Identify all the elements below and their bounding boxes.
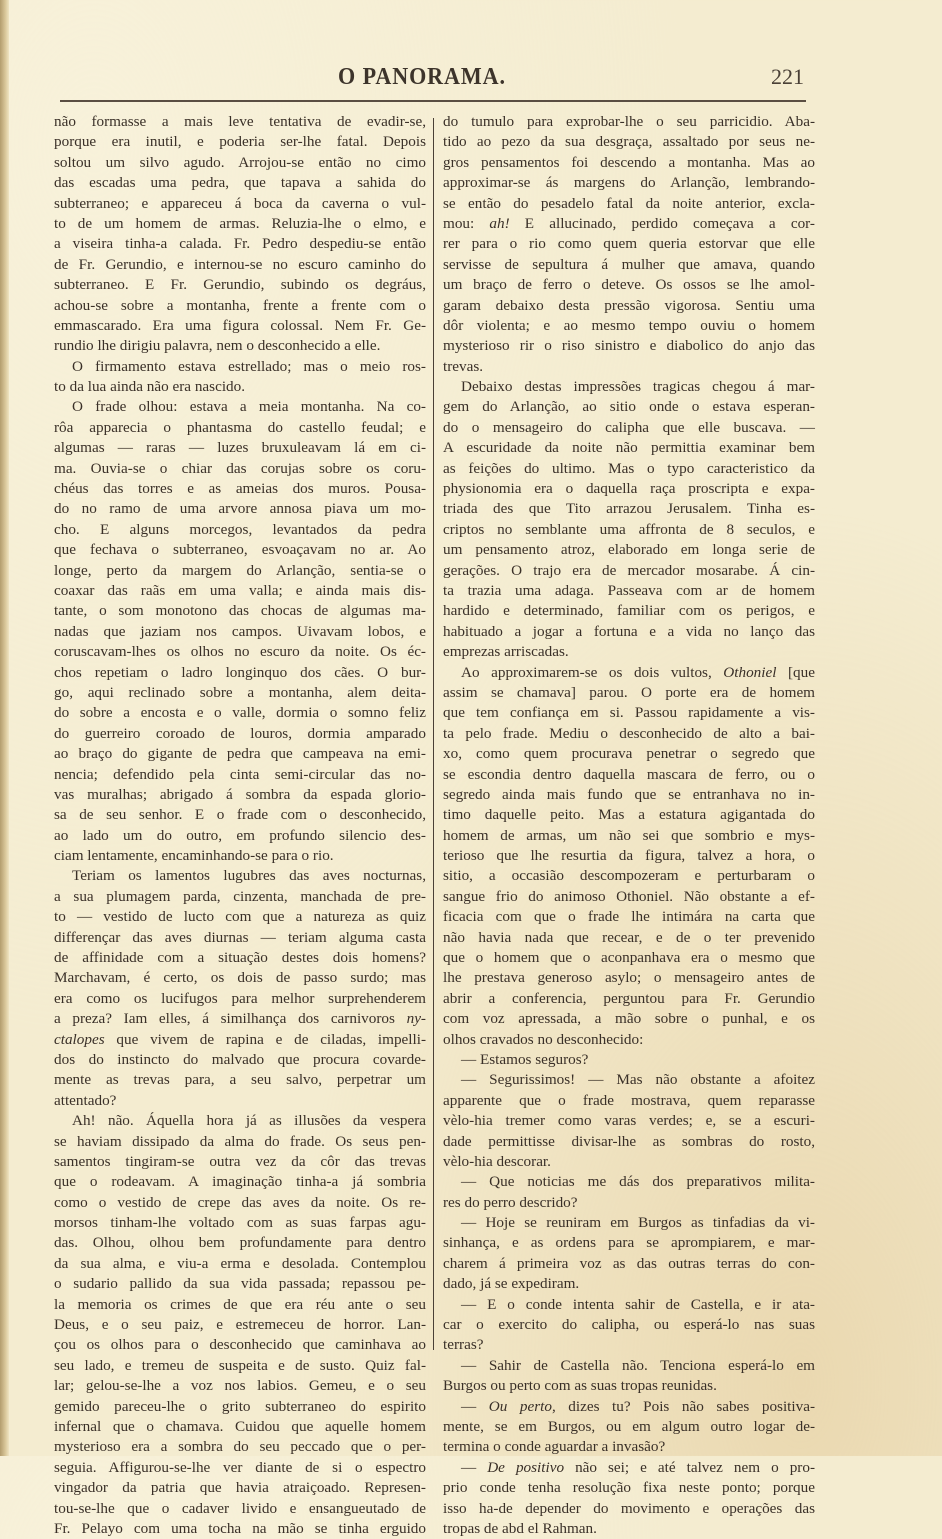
text-line <box>443 194 815 214</box>
text-line <box>54 805 426 825</box>
text-line <box>54 1193 426 1213</box>
line-text: timo daquelle peito. Mas a estatura agigantada do <box>443 806 815 824</box>
line-text: — <box>461 1458 488 1476</box>
text-line <box>54 663 426 683</box>
text-line <box>54 1274 426 1294</box>
text-line <box>443 275 815 295</box>
line-text: habituado a jogar a fortuna e a vida no lanço das <box>443 622 815 640</box>
line-text: se então do pesadelo fatal da noite anterior, excla- <box>443 194 815 212</box>
text-line <box>54 581 426 601</box>
text-line <box>54 765 426 785</box>
text-line <box>54 1213 426 1233</box>
line-text: do tumulo para exprobar-lhe o seu parricidio. Aba- <box>443 113 815 130</box>
line-text: do no ramo de uma arvore annosa piava um mo- <box>54 500 426 518</box>
text-line <box>54 438 426 458</box>
line-text: to da lua ainda não era nascido. <box>54 378 246 396</box>
text-line <box>54 357 426 377</box>
text-line <box>54 1397 426 1417</box>
line-text: Ao approximarem-se os dois vultos, <box>461 663 724 681</box>
text-line <box>443 1030 815 1050</box>
italic-text: Othoniel <box>723 663 777 681</box>
line-text: rundio lhe dirigiu palavra, nem o desconhecido a elle. <box>54 337 381 355</box>
line-text: sa de seu senhor. E o frade com o desconhecido, <box>54 806 426 824</box>
line-text: — Que noticias me dás dos preparativos milita- <box>461 1173 815 1191</box>
text-line <box>54 785 426 805</box>
line-text: Deus, e o seu paiz, e estremeceu de horror. Lan- <box>54 1316 426 1334</box>
text-line <box>54 1376 426 1396</box>
line-text: emprezas arriscadas. <box>443 643 569 661</box>
line-text: a sua plumagem parda, cinzenta, manchada de pre- <box>54 887 426 905</box>
text-line <box>54 744 426 764</box>
line-text: que o rodeavam. A imaginação tinha-a já sombria <box>54 1173 426 1191</box>
text-line <box>443 540 815 560</box>
line-text: não havia nada que recear, e de o ter prevenido <box>443 928 815 946</box>
line-text: não sei; e até talvez nem o pro- <box>564 1458 815 1476</box>
text-line <box>443 663 815 683</box>
line-text: ta pelo frade. Mediu o desconhecido de alto a bai- <box>443 724 815 742</box>
line-text: seu lado, e tremeu de suspeita e de susto. Quiz fal- <box>54 1356 426 1374</box>
line-text: [que <box>776 663 815 681</box>
text-line <box>54 989 426 1009</box>
line-text: seguia. Affigurou-se-lhe ver diante de si o espectro <box>54 1458 426 1476</box>
text-line <box>443 1356 815 1376</box>
text-line <box>54 1254 426 1274</box>
line-text: hardido e determinado, familiar com os perigos, e <box>443 602 815 620</box>
text-line <box>54 1172 426 1192</box>
line-text: — Segurissimos! — Mas não obstante a afoitez <box>461 1071 815 1089</box>
line-text: que o homem que o aconpanhava era o mesmo que <box>443 949 815 967</box>
text-line <box>443 377 815 397</box>
line-text: abrir a conferencia, perguntou para Fr. Gerundio <box>443 989 815 1007</box>
line-text: Teriam os lamentos lugubres das aves nocturnas, <box>72 867 426 885</box>
text-line <box>443 214 815 234</box>
line-text: soltou um silvo agudo. Arrojou-se então no cimo <box>54 153 426 171</box>
line-text: termina o conde aguardar a invasão? <box>443 1438 666 1456</box>
text-line <box>443 520 815 540</box>
text-line <box>443 744 815 764</box>
line-text: se escondia dentro daquella mascara de ferro, ou o <box>443 765 815 783</box>
text-line <box>54 1499 426 1519</box>
text-line <box>54 459 426 479</box>
line-text: lhe prestava generoso asylo; o mensageiro antes de <box>443 969 815 987</box>
line-text: — Estamos seguros? <box>461 1050 589 1068</box>
line-text: ma. Ouvia-se o chiar das corujas sobre os coru- <box>54 459 426 477</box>
text-line <box>54 866 426 886</box>
line-text: Ah! não. Áquella hora já as illusões da vespera <box>72 1112 426 1130</box>
line-text: isso ha-de depender do movimento e operações das <box>443 1499 815 1517</box>
text-line <box>54 601 426 621</box>
book-binding-edge <box>0 0 9 1456</box>
line-text: dos do instincto do malvado que procura covarde- <box>54 1050 426 1068</box>
text-line <box>443 1437 815 1457</box>
text-line <box>443 703 815 723</box>
line-text: vèlo-hia tremer como varas verdes; e, se a escuri- <box>443 1112 815 1130</box>
text-line <box>443 397 815 417</box>
text-line <box>443 866 815 886</box>
text-line <box>54 1030 426 1050</box>
line-text: terioso que lhe resurtia da figura, talvez a hora, o <box>443 847 815 865</box>
line-text: porque era inutil, e poderia ser-lhe fatal. Depois <box>54 133 426 151</box>
text-line <box>54 112 426 132</box>
text-line <box>443 1172 815 1192</box>
text-line <box>54 1152 426 1172</box>
line-text: ao braço do gigante de pedra que campeava na emi- <box>54 745 426 763</box>
line-text: O frade olhou: estava a meia montanha. Na co- <box>72 398 426 416</box>
text-line <box>443 683 815 703</box>
text-line <box>54 826 426 846</box>
text-line <box>54 846 426 866</box>
line-text: Fr. Pelayo com uma tocha na mão se tinha erguido <box>54 1519 426 1537</box>
text-line <box>443 1274 815 1294</box>
text-line <box>443 1315 815 1335</box>
line-text: prio conde tenha resolução fixa neste ponto; porque <box>443 1479 815 1497</box>
line-text: vingador da patria que havia atraiçoado. Represen- <box>54 1479 426 1497</box>
text-line <box>443 785 815 805</box>
line-text: approximar-se ás margens do Arlanção, lembrando- <box>443 174 815 192</box>
text-line <box>54 397 426 417</box>
line-text: que fechava o subterraneo, esvoaçavam no ar. Ao <box>54 541 426 559</box>
text-line <box>443 989 815 1009</box>
line-text: algumas — raras — luzes bruxuleavam lá em ci- <box>54 439 426 457</box>
text-line <box>54 296 426 316</box>
line-text: segredo ainda mais fundo que se entranhava no in- <box>443 785 815 803</box>
line-text: mente, se em Burgos, ou em algum outro logar de- <box>443 1418 815 1435</box>
text-line <box>54 1356 426 1376</box>
text-line <box>443 357 815 377</box>
line-text: xo, como quem procurava penetrar o segredo que <box>443 745 815 763</box>
text-line <box>54 540 426 560</box>
line-text: de affinidade com a situação destes dois homens? <box>54 949 426 967</box>
text-line <box>443 1519 815 1539</box>
text-line <box>443 1397 815 1417</box>
text-line <box>443 1254 815 1274</box>
italic-text: ah! <box>489 214 510 232</box>
page-number: 221 <box>771 64 804 89</box>
line-text: das. Olhou, olhou bem profundamente para dentro <box>54 1234 426 1252</box>
text-line <box>54 622 426 642</box>
line-text: la memoria os crimes de que era réu ante o seu <box>54 1295 426 1313</box>
line-text: rer para o rio como quem queria estorvar que elle <box>443 235 815 253</box>
line-text: a viseira tinha-a calada. Fr. Pedro despediu-se então <box>54 235 426 253</box>
line-text: servisse de sepultura á mulher que amava, quando <box>443 255 815 273</box>
text-line <box>54 1315 426 1335</box>
line-text: assim se chamava] parou. O porte era de homem <box>443 683 815 701</box>
line-text: homem de armas, um não sei que sombrio e mys- <box>443 826 815 844</box>
line-text: rôa apparecia o phantasma do castello feudal; e <box>54 418 426 436</box>
line-text: do guerreiro coroado de louros, dormia amparado <box>54 724 426 742</box>
text-line <box>443 581 815 601</box>
text-line <box>54 928 426 948</box>
header-rule <box>60 100 806 102</box>
line-text: — Sahir de Castella não. Tenciona esperá-lo em <box>461 1356 815 1374</box>
text-line <box>54 683 426 703</box>
text-line <box>443 1376 815 1396</box>
text-line <box>54 1050 426 1070</box>
line-text: sinhança, e as ordens para se aprompiarem, e mar- <box>443 1234 815 1252</box>
text-line <box>443 1009 815 1029</box>
italic-text: De positivo <box>487 1458 565 1476</box>
line-text: olhos cravados no desconhecido: <box>443 1030 644 1048</box>
line-text: subterraneo. E Fr. Gerundio, subindo os degráus, <box>54 276 426 294</box>
line-text: que vivem de rapina e de ciladas, impelli- <box>104 1030 426 1048</box>
line-text: achou-se sobre a montanha, frente a frente com o <box>54 296 426 314</box>
line-text: — E o conde intenta sahir de Castella, e ir ata- <box>461 1295 815 1313</box>
line-text: terras? <box>443 1336 484 1354</box>
line-text: com voz apressada, a mão sobre o punhal, e os <box>443 1010 815 1028</box>
text-line <box>443 336 815 356</box>
right-column <box>443 112 815 1539</box>
line-text: dôr violenta; e ao mesmo tempo ouviu o homem <box>443 316 815 334</box>
line-text: nencia; defendido pela cinta semi-circular das no- <box>54 765 426 783</box>
line-text: Marchavam, é certo, os dois de passo surdo; mas <box>54 969 426 987</box>
text-line <box>54 336 426 356</box>
line-text: subterraneo; e appareceu á boca da caverna o vul- <box>54 194 426 212</box>
text-line <box>443 499 815 519</box>
line-text: sitio, a occasião descompozeram e perturbaram o <box>443 867 815 885</box>
text-line <box>443 418 815 438</box>
line-text: do sobre a encosta e o valle, dormia o somno feliz <box>54 704 426 722</box>
text-line <box>54 316 426 336</box>
line-text: emmascarado. Era uma figura colossal. Nem Fr. Ge- <box>54 316 426 334</box>
text-line <box>443 438 815 458</box>
text-line <box>54 418 426 438</box>
line-text: tante, o som monotono das chocas de algumas ma- <box>54 602 426 620</box>
text-line <box>54 1091 426 1111</box>
line-text: das escadas uma pedra, que tapava a sahida do <box>54 174 426 192</box>
text-line <box>54 255 426 275</box>
line-text: , dizes tu? Pois não sabes positiva- <box>551 1397 816 1415</box>
text-line <box>54 214 426 234</box>
text-line <box>443 601 815 621</box>
line-text: — <box>461 1397 489 1415</box>
line-text: chos repetiam o ladro longinquo dos cães. O bur- <box>54 663 426 681</box>
text-line <box>443 479 815 499</box>
line-text: cho. E alguns morcegos, levantados da pedra <box>54 520 426 538</box>
text-line <box>443 724 815 744</box>
text-line <box>54 1070 426 1090</box>
text-line <box>443 1417 815 1437</box>
line-text: res do perro descrido? <box>443 1193 578 1211</box>
line-text: ficacia com que o frade lhe intimára na carta que <box>443 908 815 926</box>
text-line <box>54 703 426 723</box>
line-text: physionomia era o daquella raça proscripta e expa- <box>443 480 815 498</box>
line-text: ciam lentamente, encaminhando-se para o rio. <box>54 847 334 865</box>
text-line <box>54 1132 426 1152</box>
text-line <box>443 642 815 662</box>
line-text: criptos no semblante uma affronta de 8 seculos, e <box>443 520 815 538</box>
line-text: attentado? <box>54 1091 117 1109</box>
line-text: A escuridade da noite não permittia examinar bem <box>443 439 815 457</box>
text-line <box>443 1233 815 1253</box>
line-text: samentos tingiram-se outra vez da côr das trevas <box>54 1152 426 1170</box>
italic-text: ctalopes <box>54 1030 105 1048</box>
text-line <box>54 887 426 907</box>
line-text: vèlo-hia descorar. <box>443 1152 551 1170</box>
text-line <box>54 1233 426 1253</box>
line-text: gerações. O trajo era de mercador mosarabe. Á cin- <box>443 561 815 579</box>
line-text: se haviam dissipado da alma do frade. Os seus pen- <box>54 1132 426 1150</box>
text-line <box>54 1111 426 1131</box>
text-line <box>443 765 815 785</box>
line-text: tropas de abd el Rahman. <box>443 1519 597 1537</box>
line-text: de Fr. Gerundio, e internou-se no escuro caminho do <box>54 255 426 273</box>
line-text: coruscavam-lhes os olhos no escuro da noite. Os éc- <box>54 643 426 661</box>
text-line <box>443 1499 815 1519</box>
text-line <box>54 561 426 581</box>
text-line <box>54 1478 426 1498</box>
text-line <box>443 846 815 866</box>
line-text: charem á primeira voz as das outras terras do con- <box>443 1254 815 1272</box>
line-text: to de um homem de armas. Reluzia-lhe o elmo, e <box>54 214 426 232</box>
text-line <box>54 968 426 988</box>
text-line <box>54 499 426 519</box>
line-text: Burgos ou perto com as suas tropas reunidas. <box>443 1377 717 1395</box>
line-text: O firmamento estava estrellado; mas o meio ros- <box>72 357 426 375</box>
text-line <box>443 1050 815 1070</box>
text-line <box>443 296 815 316</box>
text-line <box>443 255 815 275</box>
italic-text: Ou perto <box>488 1397 552 1415</box>
text-line <box>54 275 426 295</box>
line-text: ta trazia uma adaga. Passeava com ar de homem <box>443 581 815 599</box>
line-text: E allucinado, perdido começava a cor- <box>509 214 815 232</box>
line-text: gros pensamentos foi descendo a montanha. Mas ao <box>443 153 815 171</box>
text-line <box>54 1417 426 1437</box>
line-text: tido ao pezo da sua desgraça, assaltado por seus ne- <box>443 133 815 151</box>
text-line <box>443 1295 815 1315</box>
line-text: to — vestido de lucto com que a natureza as quiz <box>54 908 426 926</box>
line-text: do o mensageiro do calipha que elle buscava. — <box>443 418 815 436</box>
text-line <box>443 132 815 152</box>
line-text: çou os olhos para o desconhecido que caminhava ao <box>54 1336 426 1354</box>
line-text: gemido pareceu-lhe o grito subterraneo do espirito <box>54 1397 426 1415</box>
text-line <box>443 805 815 825</box>
text-line <box>443 1478 815 1498</box>
line-text: não formasse a mais leve tentativa de evadir-se, <box>54 113 426 130</box>
line-text: longe, perto da margem do Arlanção, sentia-se o <box>54 561 426 579</box>
text-line <box>443 316 815 336</box>
text-line <box>443 234 815 254</box>
text-line <box>443 1213 815 1233</box>
text-line <box>54 479 426 499</box>
column-divider <box>433 118 434 1350</box>
line-text: lar; gelou-se-lhe a voz nos labios. Gemeu, e o seu <box>54 1377 426 1395</box>
text-line <box>443 948 815 968</box>
line-text: trevas. <box>443 357 484 375</box>
text-line <box>443 1193 815 1213</box>
line-text: que tem confiança em si. Passou rapidamente a vis- <box>443 704 815 722</box>
text-line <box>54 1295 426 1315</box>
text-line <box>443 1458 815 1478</box>
line-text: sangue frio do animoso Othoniel. Não obstante a ef- <box>443 887 815 905</box>
text-line <box>443 173 815 193</box>
line-text: tou-se-lhe que o cadaver livido e ensangueutado de <box>54 1499 426 1517</box>
line-text: a preza? Iam elles, á similhança dos carnivoros <box>54 1010 407 1028</box>
line-text: um braço de ferro o deteve. Os ossos se lhe amol- <box>443 276 815 294</box>
line-text: um pensamento atroz, elaborado em longa serie de <box>443 541 815 559</box>
line-text: garam debaixo desta pressão vigorosa. Sentiu uma <box>443 296 815 314</box>
line-text: era como os lucifugos para melhor surprehenderem <box>54 989 426 1007</box>
text-line <box>54 194 426 214</box>
text-line <box>443 968 815 988</box>
text-line <box>443 1070 815 1090</box>
italic-text: ny- <box>406 1010 426 1028</box>
line-text: vas muralhas; abrigado á sombra da espada glorio- <box>54 785 426 803</box>
text-line <box>443 112 815 132</box>
text-line <box>443 1132 815 1152</box>
text-line <box>443 887 815 907</box>
line-text: mysterioso rir o riso sinistro e diabolico do anjo das <box>443 337 815 355</box>
text-line <box>443 153 815 173</box>
line-text: — Hoje se reuniram em Burgos as tinfadias da vi- <box>461 1214 815 1232</box>
text-line <box>54 173 426 193</box>
text-line <box>443 928 815 948</box>
text-line <box>54 1009 426 1029</box>
text-line <box>54 642 426 662</box>
line-text: chéus das torres e as ameias dos muros. Pousa- <box>54 480 426 498</box>
text-line <box>54 132 426 152</box>
line-text: apparente que o frade mostrava, quem reparasse <box>443 1091 815 1109</box>
text-line <box>443 1335 815 1355</box>
text-line <box>54 153 426 173</box>
text-line <box>54 1458 426 1478</box>
line-text: morsos tinham-lhe voltado com as suas farpas agu- <box>54 1214 426 1232</box>
text-line <box>443 1152 815 1172</box>
text-line <box>443 561 815 581</box>
line-text: triada des que Tito arrazou Jerusalem. Tinha es- <box>443 500 815 518</box>
text-line <box>54 377 426 397</box>
text-line <box>54 234 426 254</box>
text-line <box>54 520 426 540</box>
line-text: infernal que o chamava. Cuidou que aquelle homem <box>54 1418 426 1435</box>
text-line <box>54 724 426 744</box>
text-line <box>54 1335 426 1355</box>
line-text: nadas que jaziam nos campos. Uivavam lobos, e <box>54 622 426 640</box>
text-line <box>54 948 426 968</box>
line-text: coaxar das raãs em uma valla; e ainda mais dis- <box>54 581 426 599</box>
line-text: mente as trevas para, a seu salvo, perpetrar um <box>54 1071 426 1089</box>
line-text: as feições do ultimo. Mas o typo caracteristico da <box>443 459 815 477</box>
line-text: differençar das aves diurnas — teriam alguma casta <box>54 928 426 946</box>
text-line <box>443 1111 815 1131</box>
running-title: O PANORAMA. <box>338 64 506 90</box>
line-text: dade permittisse divisar-lhe as sombras do rosto, <box>443 1132 815 1150</box>
line-text: mou: <box>443 214 490 232</box>
line-text: Debaixo destas impressões tragicas chegou á mar- <box>461 378 815 396</box>
left-column <box>54 112 426 1539</box>
line-text: o sudario pallido da sua vida passada; repassou pe- <box>54 1275 426 1293</box>
line-text: ao lado um do outro, em profundo silencio des- <box>54 826 426 844</box>
text-line <box>443 622 815 642</box>
text-line <box>443 907 815 927</box>
text-line <box>54 907 426 927</box>
line-text: como o vestido de crepe das aves da noite. Os re- <box>54 1193 426 1211</box>
line-text: mysterioso era a sombra do seu peccado que o per- <box>54 1438 426 1456</box>
line-text: car o exercito do calipha, ou esperá-lo nas suas <box>443 1316 815 1334</box>
line-text: da sua alma, e viu-a erma e desolada. Contemplou <box>54 1254 426 1272</box>
text-line <box>443 459 815 479</box>
line-text: go, aqui reclinado sobre a montanha, alem deita- <box>54 683 426 701</box>
text-line <box>54 1519 426 1539</box>
text-line <box>54 1437 426 1457</box>
line-text: dado, já se expediram. <box>443 1275 580 1293</box>
page-header <box>32 62 812 96</box>
text-line <box>443 826 815 846</box>
text-line <box>443 1091 815 1111</box>
line-text: gem do Arlanção, ao sitio onde o estava esperan- <box>443 398 815 416</box>
